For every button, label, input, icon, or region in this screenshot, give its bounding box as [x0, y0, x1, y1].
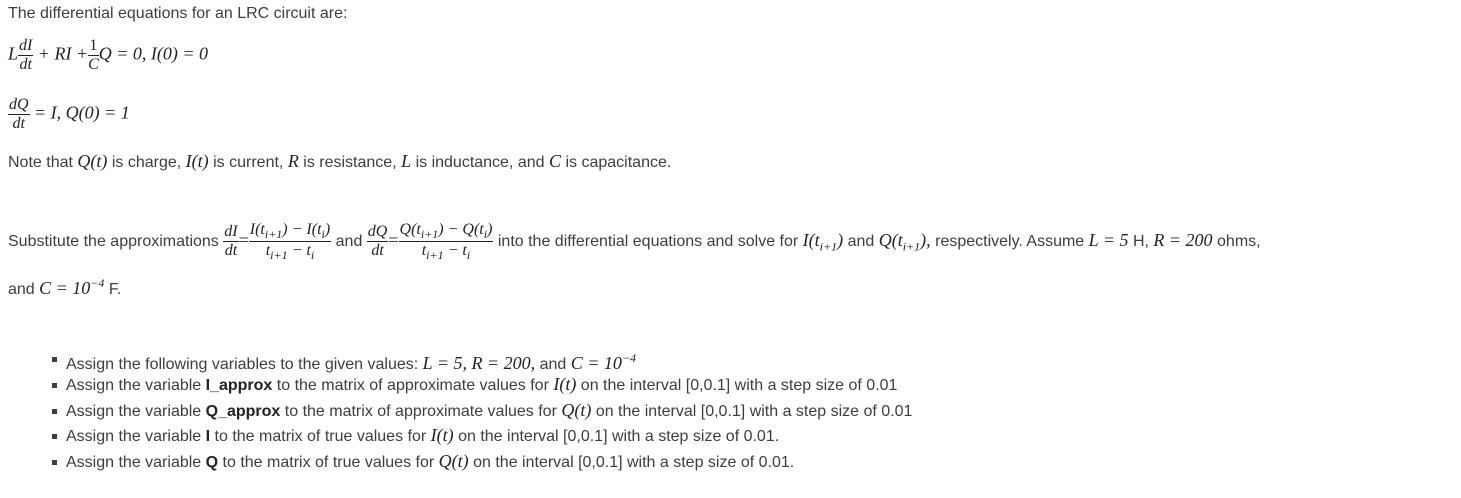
task4-pre: Assign the variable: [66, 428, 202, 446]
subst-dI-dt: [223, 224, 238, 259]
eq2-dQ-dt-fraction: [8, 97, 30, 132]
subst-t3: respectively. Assume: [935, 232, 1085, 250]
subst-eq1: =: [238, 229, 249, 250]
subst-t1: Substitute the approximations: [8, 232, 219, 250]
task4-mid: to the matrix of true values for: [214, 428, 427, 446]
note-L: L: [401, 151, 412, 171]
subst-den2b-sub: i: [466, 248, 471, 263]
task1-pre: Assign the following variables to the given values:: [66, 356, 419, 373]
subst2-F: F.: [108, 281, 122, 298]
task-list: [46, 346, 912, 475]
subst-den1b: − t: [287, 242, 311, 260]
eq1-one: 1: [89, 37, 98, 54]
eq1-dI-dt-fraction: [18, 38, 33, 73]
subst-den2-sub: i+1: [426, 248, 444, 263]
subst-and2: and: [847, 232, 875, 250]
task1-mid: and: [539, 356, 567, 373]
task1-math2: C = 10: [570, 353, 622, 373]
subst-num2: Q(t: [399, 221, 421, 238]
task1-exp: −4: [621, 351, 637, 365]
eq1-rest: Q = 0, I(0) = 0: [98, 43, 209, 64]
subst-t2: into the differential equations and solve for: [497, 232, 799, 250]
note-R: R: [287, 151, 299, 171]
task-item-4: [66, 423, 912, 449]
task5-var: Q: [205, 454, 219, 472]
subst-num1c: ): [324, 221, 331, 238]
note-line: [8, 151, 671, 172]
task5-math: Q(t): [438, 451, 469, 472]
note-t2: is charge,: [111, 154, 182, 171]
subst-den2b: − t: [443, 242, 467, 260]
subst-num2c: ): [487, 221, 493, 238]
subst-H: H,: [1132, 232, 1149, 250]
subst-Rval: R = 200: [1153, 229, 1213, 250]
note-t1: Note that: [8, 154, 73, 171]
note-t5: is inductance, and: [415, 154, 545, 171]
subst-den2: t: [421, 242, 427, 260]
eq2-dt: dt: [12, 115, 25, 132]
task4-var: I: [205, 428, 211, 446]
subst-den1b-sub: i: [310, 248, 315, 263]
subst-Q1-sub: i+1: [902, 239, 921, 254]
task-item-5: [66, 449, 912, 475]
task3-post: on the interval [0,0.1] with a step size of 0.01: [595, 402, 913, 420]
subst-num1b-sub: i: [321, 227, 325, 242]
subst-dI: dI: [224, 223, 238, 241]
equation-2: [8, 97, 130, 132]
task4-math: I(t): [430, 425, 454, 446]
task3-pre: Assign the variable: [66, 402, 202, 420]
subst-num1-sub: i+1: [264, 227, 283, 242]
task5-mid: to the matrix of true values for: [222, 454, 435, 472]
subst-I1c: ): [837, 229, 844, 250]
task3-var: Q_approx: [205, 402, 281, 420]
task5-pre: Assign the variable: [66, 454, 202, 472]
subst-Q1: Q(t: [878, 229, 903, 250]
subst-dQ-dt: [367, 224, 389, 259]
task4-post: on the interval [0,0.1] with a step size of 0.01.: [458, 428, 780, 446]
eq1-plus-ri: + RI +: [37, 43, 89, 64]
eq1-one-over-c: [88, 38, 99, 73]
eq1-dt: dt: [19, 56, 32, 73]
task2-pre: Assign the variable: [66, 376, 202, 394]
subst-den1: t: [265, 242, 271, 260]
task-item-3: [66, 398, 912, 424]
task2-post: on the interval [0,0.1] with a step size of 0.01: [580, 376, 898, 394]
eq1-dI: dI: [19, 37, 33, 54]
task5-post: on the interval [0,0.1] with a step size of 0.01.: [473, 454, 795, 472]
task-item-2: [66, 372, 912, 398]
subst-dQ: dQ: [367, 223, 388, 241]
substitution-line: [8, 222, 1261, 261]
task3-math: Q(t): [561, 399, 592, 420]
subst2-exp: −4: [90, 276, 105, 290]
subst-Q1c: ),: [920, 229, 931, 250]
eq1-C: C: [88, 56, 99, 73]
substitution-line-2: [8, 276, 121, 299]
task2-mid: to the matrix of approximate values for: [276, 376, 549, 394]
subst2-Cval: C = 10: [39, 278, 91, 298]
task2-math: I(t): [553, 373, 577, 394]
note-C: C: [549, 151, 562, 171]
note-It: I(t): [185, 151, 209, 171]
subst2-and: and: [8, 281, 35, 298]
subst-ohms: ohms,: [1217, 232, 1261, 250]
subst-Q-fraction: [399, 222, 494, 261]
subst-num2b-sub: i: [483, 227, 488, 242]
note-t3: is current,: [213, 154, 284, 171]
subst-eq2: =: [388, 229, 399, 250]
subst-num2-sub: i+1: [420, 227, 439, 242]
intro-text: The differential equations for an LRC circuit are:: [8, 5, 348, 22]
subst-den1-sub: i+1: [270, 248, 288, 263]
task3-mid: to the matrix of approximate values for: [284, 402, 557, 420]
subst-I-fraction: [249, 222, 331, 261]
subst-dt: dt: [224, 242, 238, 260]
eq1-L: L: [8, 43, 19, 64]
task2-var: I_approx: [205, 376, 273, 394]
subst-I1-sub: i+1: [819, 239, 838, 254]
subst-and: and: [335, 232, 363, 250]
subst-Lval: L = 5: [1088, 229, 1129, 250]
note-t4: is resistance,: [303, 154, 397, 171]
task1-math: L = 5, R = 200,: [422, 353, 536, 373]
note-t6: is capacitance.: [565, 154, 672, 171]
subst-num2b: ) − Q(t: [438, 221, 484, 238]
equation-1: [8, 38, 208, 73]
eq2-rest: = I, Q(0) = 1: [34, 102, 130, 123]
subst-dt2: dt: [371, 242, 384, 260]
note-Qt: Q(t): [77, 151, 108, 171]
subst-num1: I(t: [249, 221, 265, 238]
subst-I1: I(t: [802, 229, 820, 250]
eq2-dQ: dQ: [9, 96, 29, 113]
task-item-1: [66, 346, 912, 372]
subst-num1b: ) − I(t: [282, 221, 322, 238]
